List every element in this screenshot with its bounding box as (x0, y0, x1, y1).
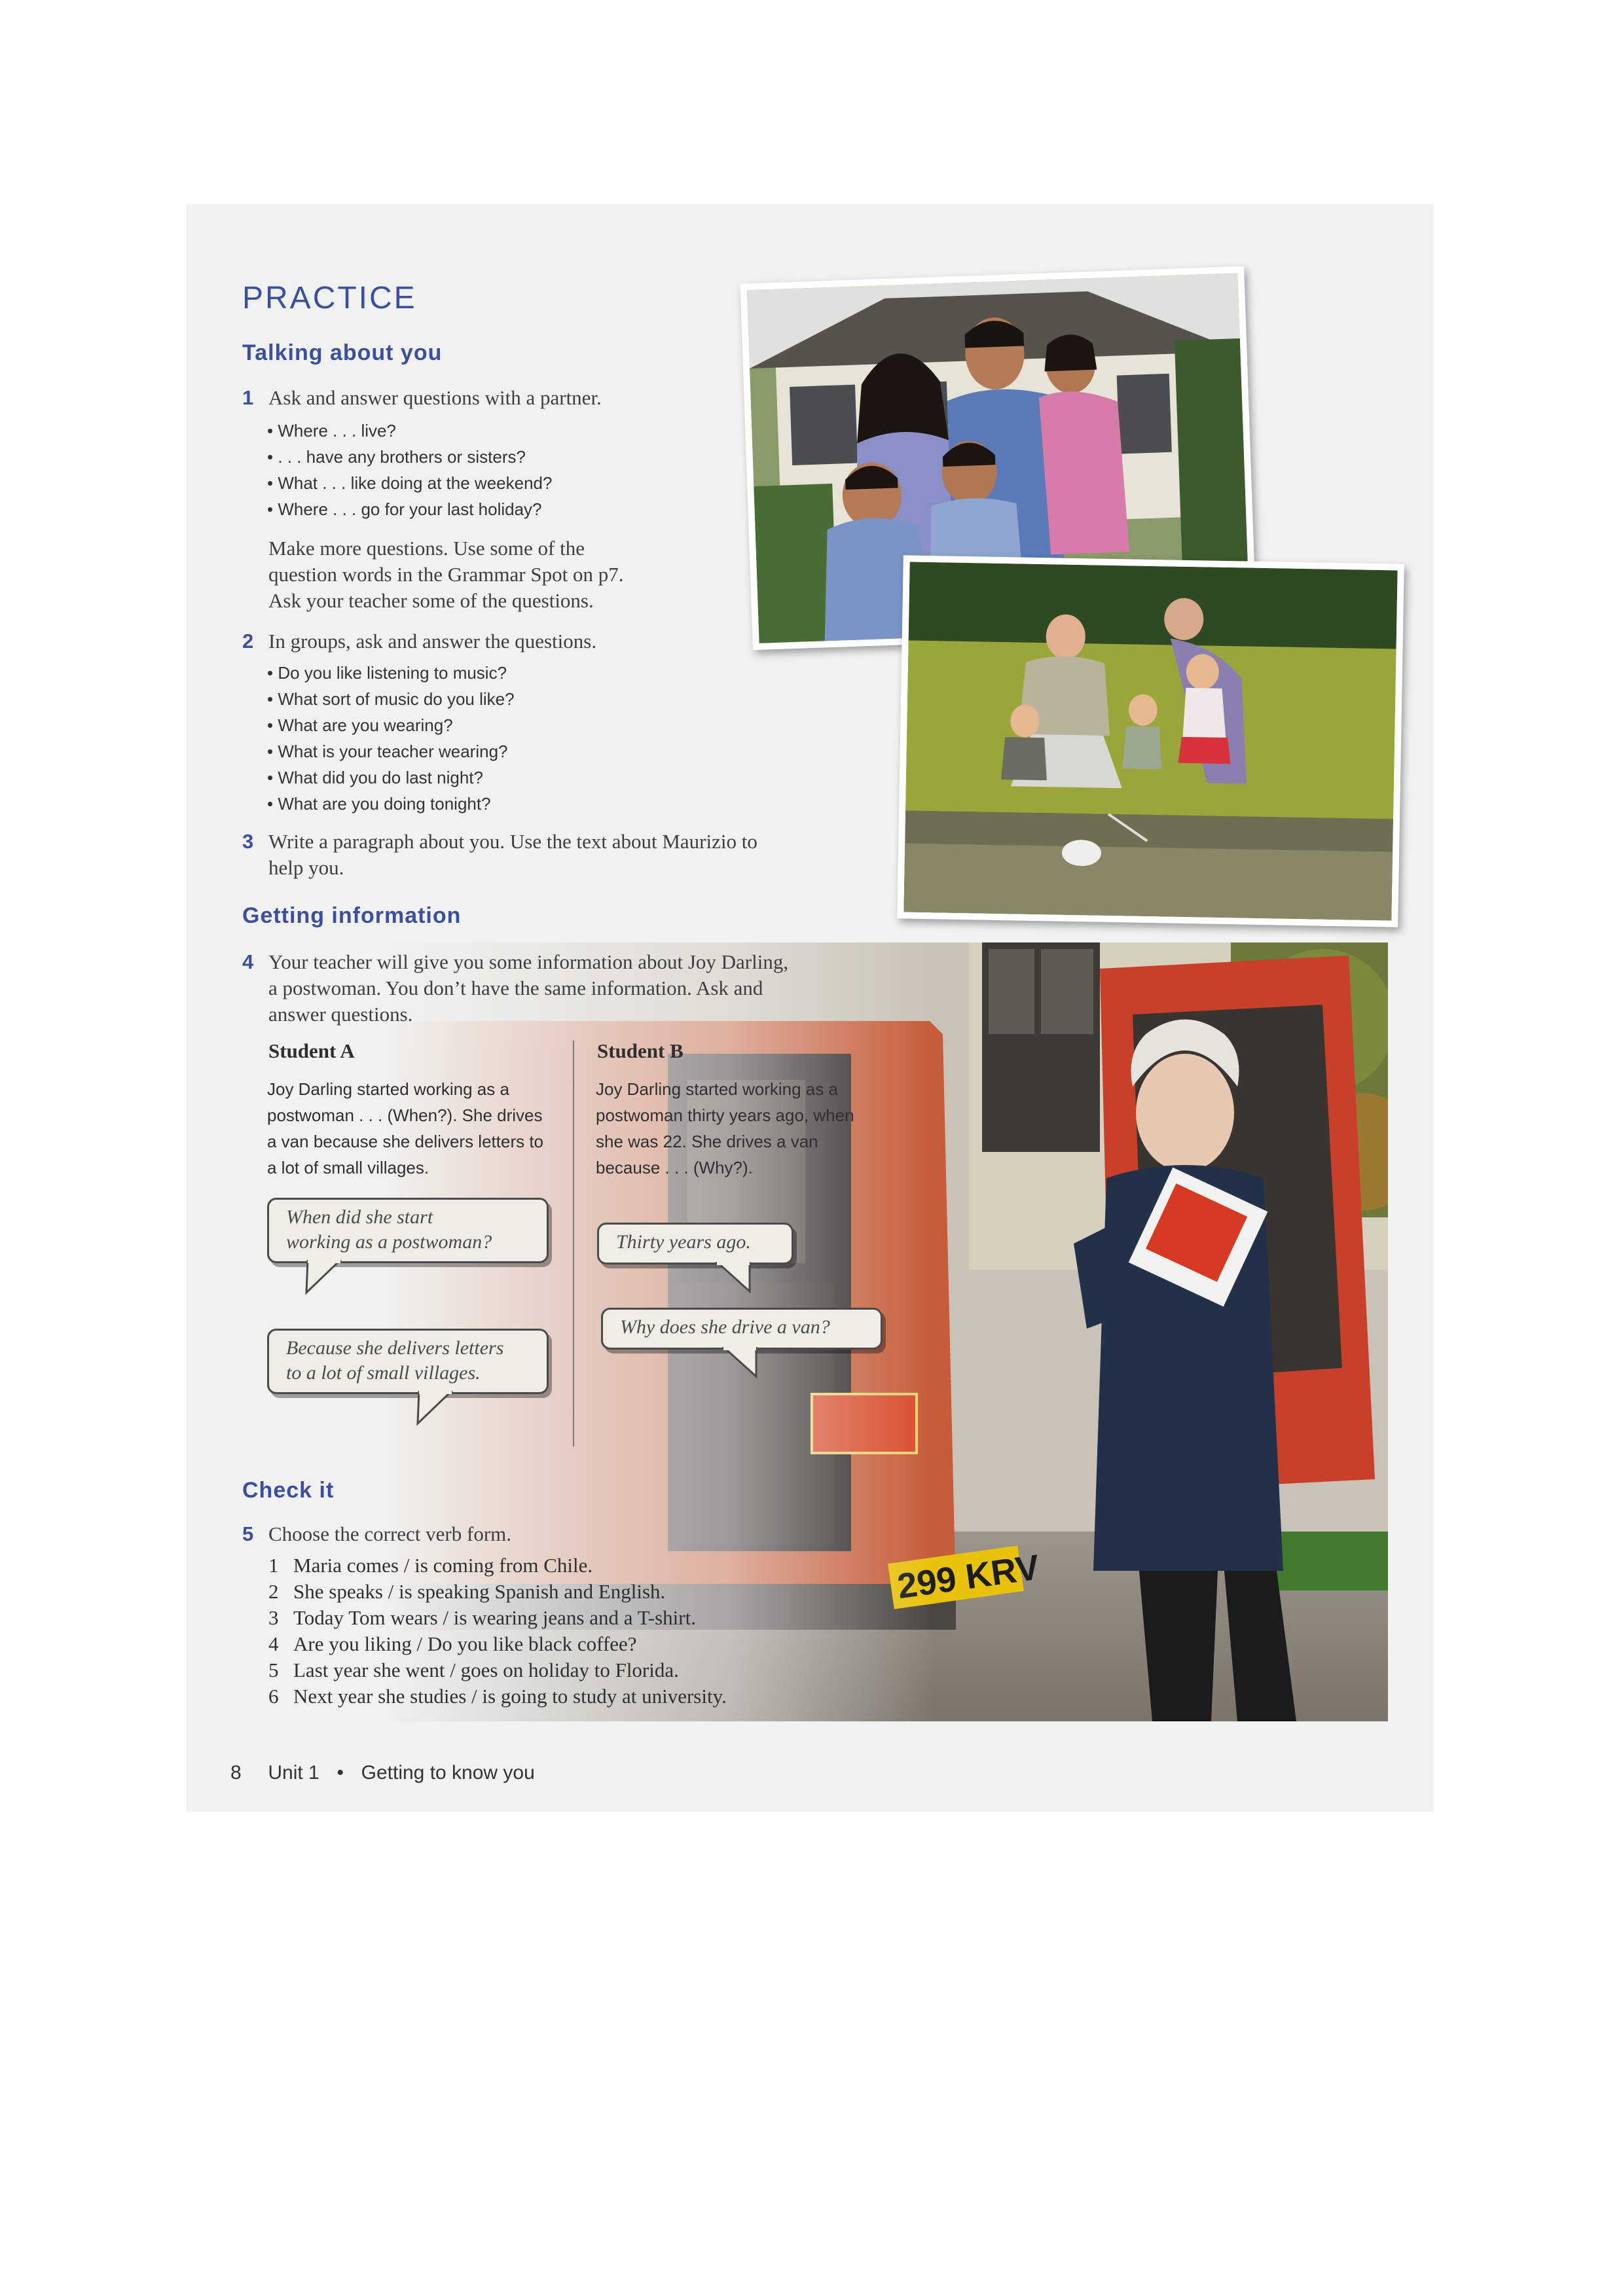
item-text: She speaks / is speaking Spanish and English. (293, 1580, 666, 1603)
list-item: • What sort of music do you like? (267, 686, 515, 712)
talking-heading: Talking about you (242, 340, 443, 365)
list-item: • . . . have any brothers or sisters? (267, 444, 552, 470)
text-line: a van because she delivers letters to (267, 1132, 544, 1151)
item-number: 4 (268, 1632, 279, 1655)
text-line: Make more questions. Use some of the (268, 537, 585, 560)
text-line: Write a paragraph about you. Use the text about Maurizio to (268, 830, 757, 853)
speech-bubble-a2 (267, 1329, 549, 1394)
list-item (268, 1605, 727, 1631)
item-text: Last year she went / goes on holiday to Florida. (293, 1659, 679, 1681)
item-text: Maria comes / is coming from Chile. (293, 1554, 593, 1577)
item-number: 2 (268, 1580, 279, 1603)
exercise-2-bullets (267, 660, 515, 817)
exercise-4-text (268, 949, 788, 1028)
speech-bubble-b1-tail (714, 1262, 759, 1295)
text-line: question words in the Grammar Spot on p7. (268, 563, 624, 586)
student-a-heading: Student A (268, 1039, 355, 1062)
text-line: a lot of small villages. (267, 1158, 429, 1177)
exercise-1-bullets (267, 418, 552, 522)
column-divider (573, 1041, 574, 1446)
student-a-text (267, 1076, 543, 1181)
text-line: Joy Darling started working as a (596, 1079, 838, 1099)
bubble-line: Because she delivers letters (286, 1337, 504, 1359)
list-item (268, 1657, 727, 1683)
exercise-2-number: 2 (242, 630, 254, 653)
exercise-3-text (268, 829, 757, 881)
bubble-line: to a lot of small villages. (286, 1362, 481, 1384)
speech-bubble-a2-tail (412, 1391, 458, 1427)
page-number: 8 (230, 1762, 242, 1784)
section-title: PRACTICE (242, 281, 417, 315)
exercise-5-number: 5 (242, 1522, 254, 1545)
list-item (268, 1552, 727, 1579)
bubble-line: When did she start (286, 1206, 433, 1228)
list-item: • What is your teacher wearing? (267, 738, 515, 764)
exercise-4-number: 4 (242, 950, 254, 973)
text-line: she was 22. She drives a van (596, 1132, 818, 1151)
item-text: Are you liking / Do you like black coffee? (293, 1632, 637, 1655)
exercise-5-instruction: Choose the correct verb form. (268, 1522, 512, 1545)
list-item: • What are you doing tonight? (267, 791, 515, 817)
grandparents-pond-photo (897, 555, 1404, 927)
list-item: • What did you do last night? (267, 764, 515, 791)
item-number: 3 (268, 1606, 279, 1629)
exercise-1-number: 1 (242, 386, 254, 409)
bubble-line: Why does she drive a van? (620, 1316, 830, 1338)
text-line: a postwoman. You don’t have the same information. Ask and (268, 977, 763, 999)
check-heading: Check it (242, 1478, 335, 1503)
item-text: Next year she studies / is going to study at university. (293, 1685, 727, 1708)
text-line: Ask your teacher some of the questions. (268, 589, 594, 612)
bubble-line: Thirty years ago. (616, 1231, 751, 1253)
exercise-1-more (268, 535, 623, 614)
item-number: 1 (268, 1554, 279, 1577)
item-number: 6 (268, 1685, 279, 1708)
getting-heading: Getting information (242, 903, 462, 928)
list-item: • Where . . . go for your last holiday? (267, 496, 552, 522)
list-item (268, 1579, 727, 1605)
exercise-3-number: 3 (242, 830, 254, 853)
unit-title: Getting to know you (361, 1762, 535, 1784)
exercise-5-items (268, 1552, 727, 1710)
list-item (268, 1631, 727, 1657)
text-line: Joy Darling started working as a (267, 1079, 509, 1099)
text-line: help you. (268, 856, 344, 879)
text-line: postwoman . . . (When?). She drives (267, 1105, 543, 1125)
list-item: • What are you wearing? (267, 712, 515, 738)
list-item: • Where . . . live? (267, 418, 552, 444)
page-footer (230, 1762, 535, 1784)
text-line: postwoman thirty years ago, when (596, 1105, 854, 1125)
student-b-text (596, 1076, 854, 1181)
list-item (268, 1683, 727, 1710)
speech-bubble-b2-tail (720, 1347, 766, 1380)
speech-bubble-b2 (601, 1308, 883, 1350)
student-b-heading: Student B (597, 1039, 684, 1062)
unit-label: Unit 1 (268, 1762, 319, 1784)
speech-bubble-a1-tail (301, 1260, 347, 1296)
text-line: Your teacher will give you some information about Joy Darling, (268, 950, 789, 973)
text-line: answer questions. (268, 1003, 413, 1026)
speech-bubble-a1 (267, 1198, 549, 1263)
exercise-2-instruction: In groups, ask and answer the questions. (268, 630, 597, 653)
footer-separator: • (337, 1762, 344, 1784)
item-number: 5 (268, 1659, 279, 1681)
bubble-line: working as a postwoman? (286, 1231, 492, 1253)
exercise-1-instruction: Ask and answer questions with a partner. (268, 386, 602, 409)
text-line: because . . . (Why?). (596, 1158, 753, 1177)
list-item: • What . . . like doing at the weekend? (267, 470, 552, 496)
item-text: Today Tom wears / is wearing jeans and a T-shirt. (293, 1606, 696, 1629)
list-item: • Do you like listening to music? (267, 660, 515, 686)
speech-bubble-b1 (597, 1223, 793, 1265)
